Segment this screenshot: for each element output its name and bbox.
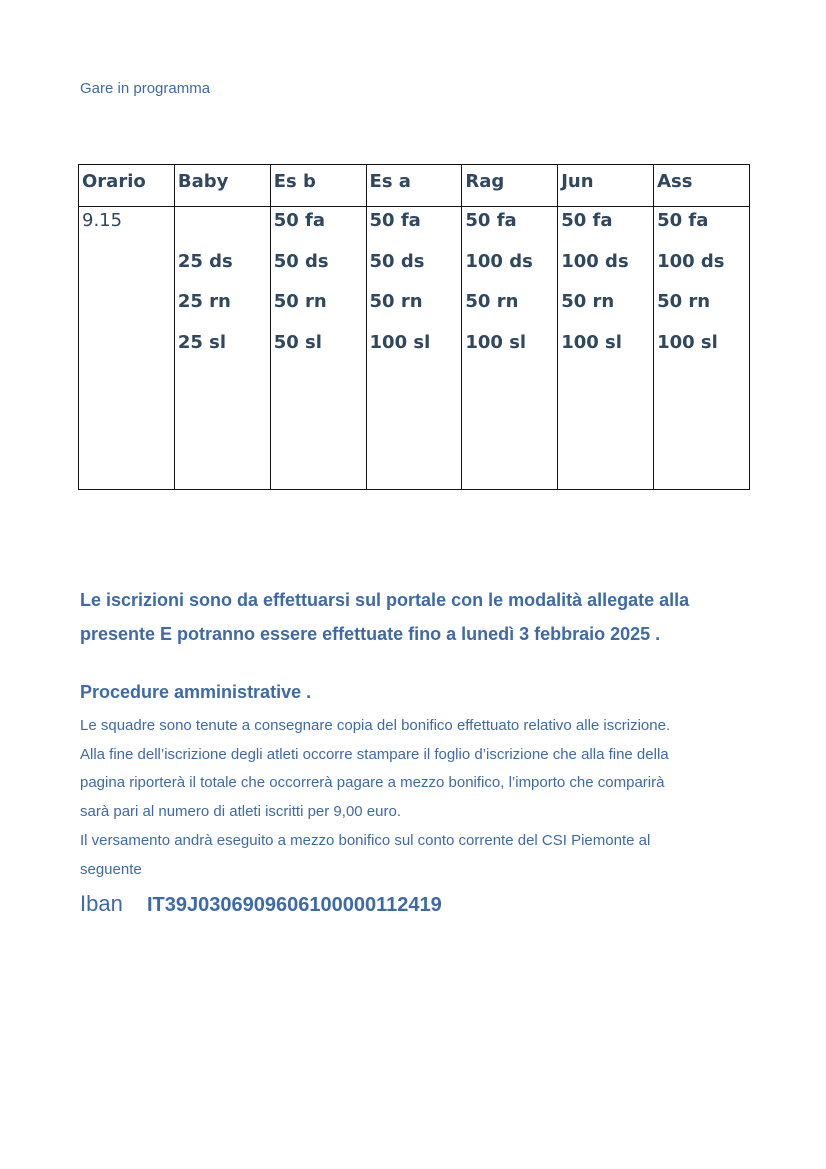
cell-time xyxy=(79,207,175,490)
registration-notice xyxy=(80,583,760,651)
procedures-text xyxy=(80,712,760,884)
race-entry: 25 ds xyxy=(177,250,233,272)
header-es-b: Es b xyxy=(270,165,366,207)
cell-es-a xyxy=(366,207,462,490)
race-entry: 50 ds xyxy=(369,250,425,272)
iban-block xyxy=(80,891,442,917)
procedures-line: Alla fine dell’iscrizione degli atleti occorre stampare il foglio d’iscrizione che alla fine della xyxy=(80,745,669,763)
race-entry: 50 sl xyxy=(273,332,322,354)
header-es-a: Es a xyxy=(366,165,462,207)
race-entry: 50 fa xyxy=(273,210,325,231)
race-entry: 50 fa xyxy=(465,210,517,231)
cell-rag xyxy=(462,207,558,490)
cell-es-b xyxy=(270,207,366,490)
race-entry: 100 sl xyxy=(561,332,622,354)
procedures-line: Il versamento andrà eseguito a mezzo bonifico sul conto corrente del CSI Piemonte al xyxy=(80,831,651,849)
header-rag: Rag xyxy=(462,165,558,207)
procedures-heading: Procedure amministrative . xyxy=(80,682,312,702)
registration-line: Le iscrizioni sono da effettuarsi sul portale con le modalità allegate alla xyxy=(80,590,690,610)
race-entry: 25 rn xyxy=(177,291,231,313)
race-entry: 100 ds xyxy=(657,250,725,272)
race-entry: 100 ds xyxy=(561,250,629,272)
race-entry: 100 sl xyxy=(657,332,718,354)
registration-line: presente E potranno essere effettuate fino a lunedì 3 febbraio 2025 . xyxy=(80,624,661,644)
race-entry: 50 rn xyxy=(273,291,327,313)
race-entry: 100 sl xyxy=(369,332,431,354)
table-row xyxy=(79,207,750,490)
page-title: Gare in programma xyxy=(80,80,211,97)
race-entry: 100 ds xyxy=(465,250,533,272)
race-entry: 100 sl xyxy=(465,332,527,354)
race-entry xyxy=(178,207,270,248)
race-entry: 50 fa xyxy=(369,210,421,231)
cell-jun xyxy=(558,207,654,490)
race-entry: 50 rn xyxy=(369,291,423,313)
race-entry: 50 ds xyxy=(273,250,329,272)
table-header-row xyxy=(79,165,750,207)
iban-label: Iban xyxy=(80,891,123,916)
procedures-line: pagina riporterà il totale che occorrerà pagare a mezzo bonifico, l’importo che comparirà xyxy=(80,774,665,792)
race-entry: 50 rn xyxy=(465,291,519,313)
race-entry: 50 rn xyxy=(561,291,615,313)
cell-ass xyxy=(654,207,750,490)
cell-baby xyxy=(174,207,270,490)
header-ass: Ass xyxy=(654,165,750,207)
header-baby: Baby xyxy=(174,165,270,207)
header-orario: Orario xyxy=(79,165,175,207)
race-entry: 50 fa xyxy=(657,210,709,231)
race-schedule-table xyxy=(78,164,750,490)
header-jun: Jun xyxy=(558,165,654,207)
time-value: 9.15 xyxy=(82,210,123,231)
iban-code: IT39J0306909606100000112419 xyxy=(147,894,442,916)
race-entry: 50 rn xyxy=(657,291,711,313)
race-entry: 25 sl xyxy=(177,332,227,354)
race-entry: 50 fa xyxy=(561,210,613,231)
procedures-line: seguente xyxy=(80,860,142,878)
procedures-line: Le squadre sono tenute a consegnare copia del bonifico effettuato relativo alle iscrizione. xyxy=(80,717,671,734)
procedures-line: sarà pari al numero di atleti iscritti per 9,00 euro. xyxy=(80,803,401,821)
